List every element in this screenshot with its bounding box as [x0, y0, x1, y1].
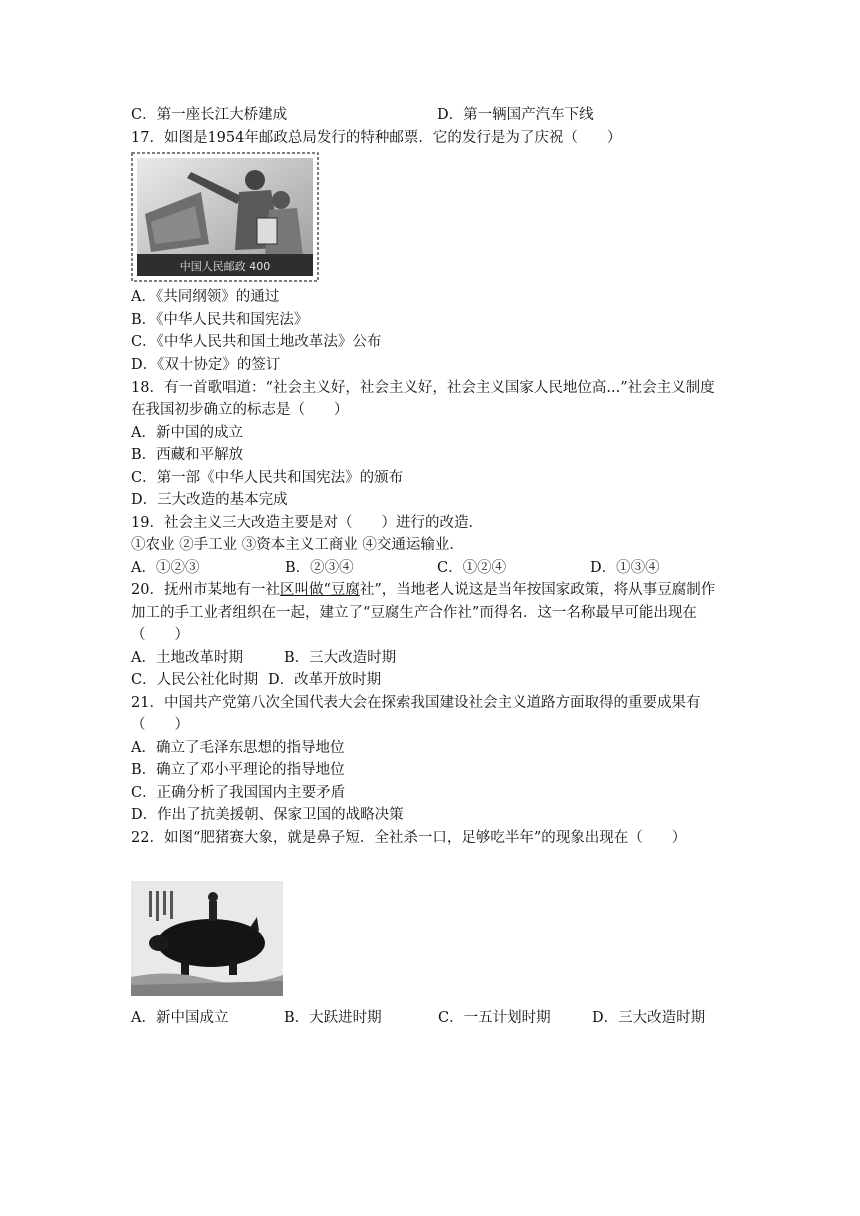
- q18-option-a: A．新中国的成立: [131, 425, 243, 441]
- q17-option-c: C．《中华人民共和国土地改革法》公布: [131, 334, 382, 350]
- q19-option-a: A．①②③: [131, 560, 200, 576]
- q20-stem-line1: [131, 580, 715, 600]
- q19-option-c: C．①②④: [437, 560, 507, 576]
- q18-option-d: D．三大改造的基本完成: [131, 492, 288, 508]
- q21-option-a: A．确立了毛泽东思想的指导地位: [131, 740, 345, 756]
- q18-option-c: C．第一部《中华人民共和国宪法》的颁布: [131, 470, 404, 486]
- q21-stem-line1: 21．中国共产党第八次全国代表大会在探索我国建设社会主义道路方面取得的重要成果有: [131, 695, 701, 711]
- q20-stem-pre: 20．抚州市某地有一社: [131, 582, 280, 598]
- q21-option-c: C．正确分析了我国国内主要矛盾: [131, 785, 346, 801]
- q22-option-a: A．新中国成立: [131, 1010, 229, 1026]
- q20-stem-line3: （ ）: [131, 627, 189, 643]
- q17-option-a: A．《共同纲领》的通过: [131, 289, 280, 305]
- q22-option-c: C．一五计划时期: [438, 1010, 551, 1026]
- q19-items: ①农业 ②手工业 ③资本主义工商业 ④交通运输业．: [131, 537, 464, 553]
- pig-poster-image: [131, 881, 283, 996]
- q20-option-a: A．土地改革时期: [131, 650, 243, 666]
- q20-option-c: C．人民公社化时期: [131, 672, 259, 688]
- q22-option-b: B．大跃进时期: [284, 1010, 382, 1026]
- q17-option-d: D．《双十协定》的签订: [131, 357, 281, 373]
- q20-stem-line2: 加工的手工业者组织在一起，建立了“豆腐生产合作社”而得名．这一名称最早可能出现在: [131, 605, 697, 621]
- q20-option-b: B．三大改造时期: [284, 650, 397, 666]
- q17-option-b: B．《中华人民共和国宪法》: [131, 312, 309, 328]
- q16-option-c: C．第一座长江大桥建成: [131, 107, 288, 123]
- q20-stem-underlined: 区叫做“豆腐: [279, 582, 360, 598]
- q19-stem: 19．社会主义三大改造主要是对（ ）进行的改造．: [131, 515, 483, 531]
- q18-option-b: B．西藏和平解放: [131, 447, 244, 463]
- q17-stem: 17．如图是1954年邮政总局发行的特种邮票．它的发行是为了庆祝（ ）: [131, 130, 622, 146]
- q21-option-b: B．确立了邓小平理论的指导地位: [131, 762, 345, 778]
- q16-option-d: D．第一辆国产汽车下线: [437, 107, 594, 123]
- q19-option-d: D．①③④: [590, 560, 660, 576]
- stamp-caption: 中国人民邮政 400: [179, 260, 271, 273]
- q22-option-d: D．三大改造时期: [592, 1010, 706, 1026]
- q19-option-b: B．②③④: [285, 560, 354, 576]
- stamp-image: [131, 152, 319, 282]
- q20-option-d: D．改革开放时期: [268, 672, 382, 688]
- q21-stem-line2: （ ）: [131, 717, 189, 733]
- q18-stem-line2: 在我国初步确立的标志是（ ）: [131, 402, 349, 418]
- q18-stem-line1: 18．有一首歌唱道：“社会主义好，社会主义好，社会主义国家人民地位高...”社会主义制度: [131, 380, 715, 396]
- q20-stem-post: 社”，当地老人说这是当年按国家政策，将从事豆腐制作: [359, 582, 716, 598]
- q22-stem: 22．如图“肥猪赛大象，就是鼻子短．全社杀一口，足够吃半年”的现象出现在（ ）: [131, 830, 687, 846]
- q21-option-d: D．作出了抗美援朝、保家卫国的战略决策: [131, 807, 404, 823]
